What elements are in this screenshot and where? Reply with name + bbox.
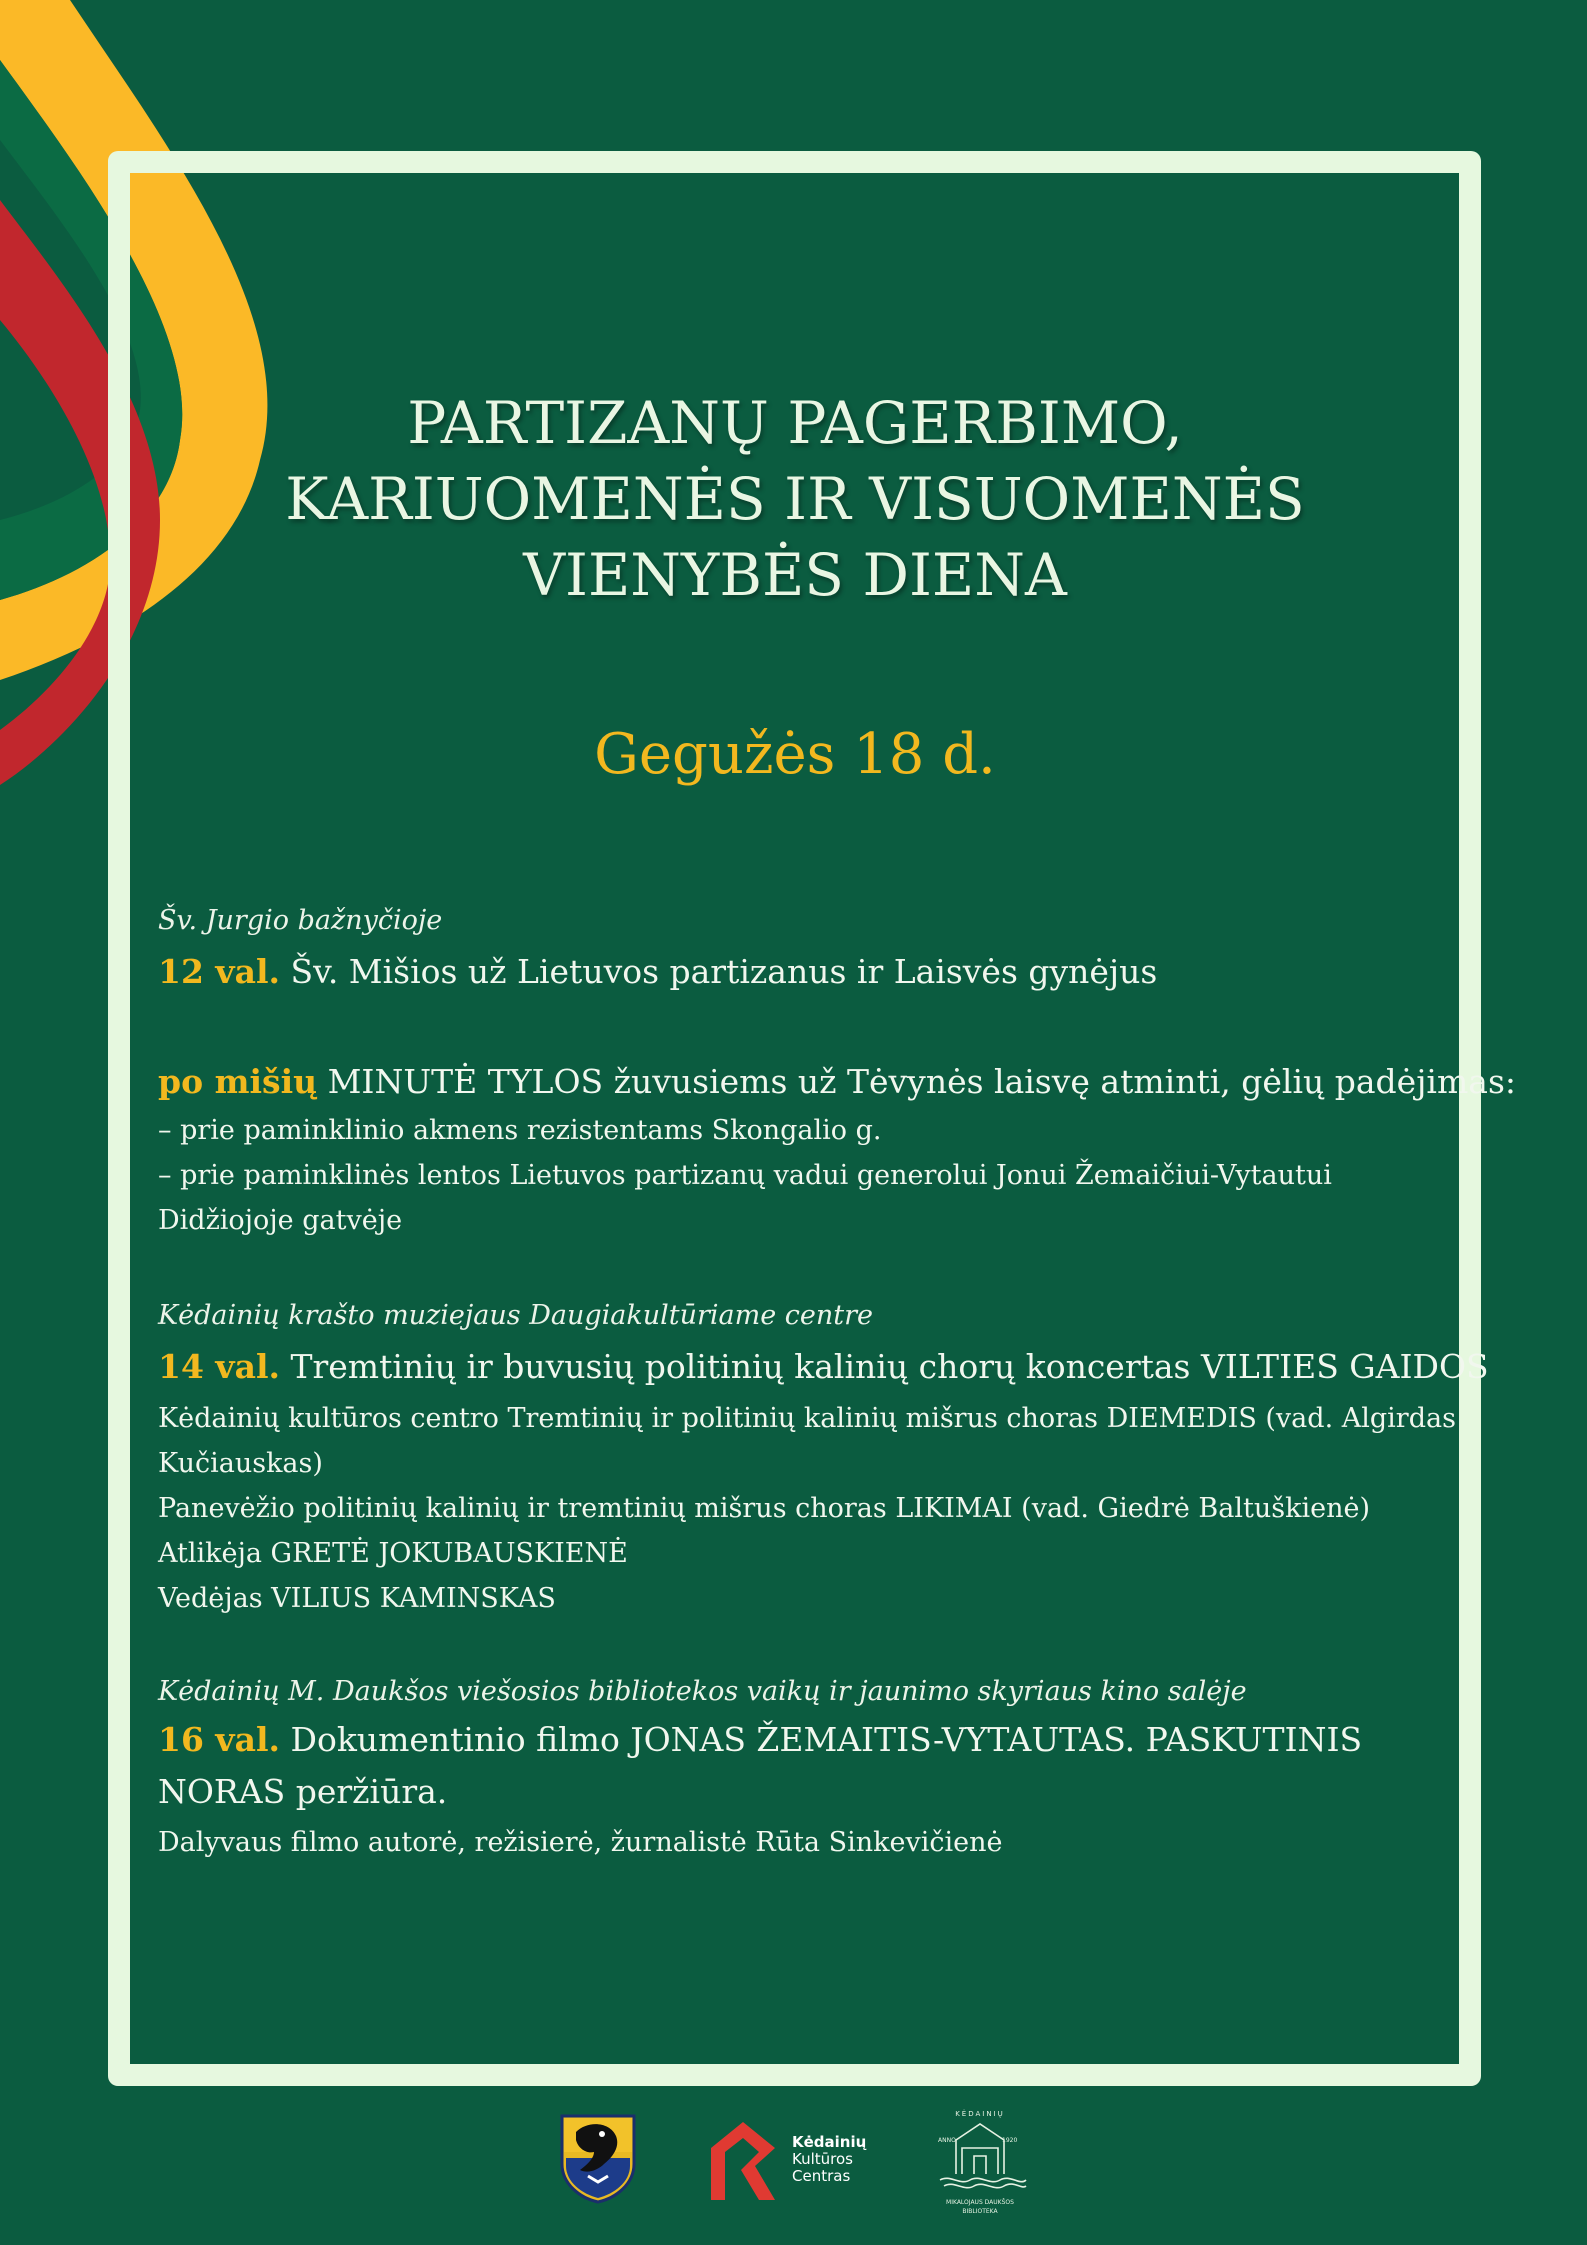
event-time: 14 val. xyxy=(158,1347,280,1386)
kc-line-2: Kultūros xyxy=(792,2150,853,2168)
event-detail: – prie paminklinės lentos Lietuvos partizanų vadui generolui Jonui Žemaičiui-Vytautui xyxy=(158,1160,1332,1191)
event-text: Tremtinių ir buvusių politinių kalinių chorų koncertas VILTIES GAIDOS xyxy=(280,1347,1489,1386)
event-detail: – prie paminklinio akmens rezistentams Skongalio g. xyxy=(158,1115,882,1146)
event-film-cont: NORAS peržiūra. xyxy=(158,1772,448,1811)
event-concert xyxy=(158,1347,1489,1386)
library-logo-icon xyxy=(930,2104,1030,2222)
venue-jurgio-church: Šv. Jurgio bažnyčioje xyxy=(158,905,443,936)
event-text: Šv. Mišios už Lietuvos partizanus ir Laisvės gynėjus xyxy=(280,952,1158,991)
event-time: 12 val. xyxy=(158,952,280,991)
venue-museum: Kėdainių krašto muziejaus Daugiakultūriame centre xyxy=(158,1300,873,1331)
title-line-1: PARTIZANŲ PAGERBIMO, xyxy=(407,389,1183,457)
sponsor-logos xyxy=(0,2100,1587,2220)
page-title xyxy=(160,385,1430,613)
kc-line-3: Centras xyxy=(792,2167,851,2185)
event-film xyxy=(158,1720,1362,1759)
library-anno: ANNO xyxy=(938,2137,956,2144)
coat-of-arms-icon xyxy=(558,2112,638,2204)
event-time: 16 val. xyxy=(158,1720,280,1759)
event-text: Dokumentinio filmo JONAS ŽEMAITIS-VYTAUTAS. PASKUTINIS xyxy=(280,1720,1363,1759)
event-time: po mišių xyxy=(158,1062,318,1101)
kc-logo-text xyxy=(792,2134,866,2185)
event-detail: Dalyvaus filmo autorė, režisierė, žurnalistė Rūta Sinkevičienė xyxy=(158,1827,1003,1858)
event-detail: Kėdainių kultūros centro Tremtinių ir politinių kalinių mišrus choras DIEMEDIS (vad. Algirdas xyxy=(158,1403,1456,1434)
library-name-2: BIBLIOTEKA xyxy=(962,2208,998,2215)
event-date: Gegužės 18 d. xyxy=(594,722,996,787)
event-detail: Vedėjas VILIUS KAMINSKAS xyxy=(158,1583,556,1614)
library-name-1: MIKALOJAUS DAUKŠOS xyxy=(946,2199,1014,2206)
event-detail: Kučiauskas) xyxy=(158,1448,323,1479)
event-detail: Didžiojoje gatvėje xyxy=(158,1205,403,1236)
venue-library: Kėdainių M. Daukšos viešosios bibliotekos vaikų ir jaunimo skyriaus kino salėje xyxy=(158,1676,1247,1707)
title-line-3: VIENYBĖS DIENA xyxy=(523,541,1067,609)
event-detail: Panevėžio politinių kalinių ir tremtinių mišrus choras LIKIMAI (vad. Giedrė Baltuškienė) xyxy=(158,1493,1370,1524)
library-top-text: KĖDAINIŲ xyxy=(955,2110,1005,2118)
library-year: 1920 xyxy=(1002,2137,1018,2144)
event-silence xyxy=(158,1062,1516,1101)
kc-line-1: Kėdainių xyxy=(792,2133,867,2151)
title-line-2: KARIUOMENĖS IR VISUOMENĖS xyxy=(285,465,1305,533)
event-mass xyxy=(158,952,1157,991)
kedainiu-kulturos-centras-logo-icon xyxy=(703,2114,783,2204)
event-text: MINUTĖ TYLOS žuvusiems už Tėvynės laisvę atminti, gėlių padėjimas: xyxy=(317,1062,1517,1101)
event-detail: Atlikėja GRETĖ JOKUBAUSKIENĖ xyxy=(158,1538,628,1569)
